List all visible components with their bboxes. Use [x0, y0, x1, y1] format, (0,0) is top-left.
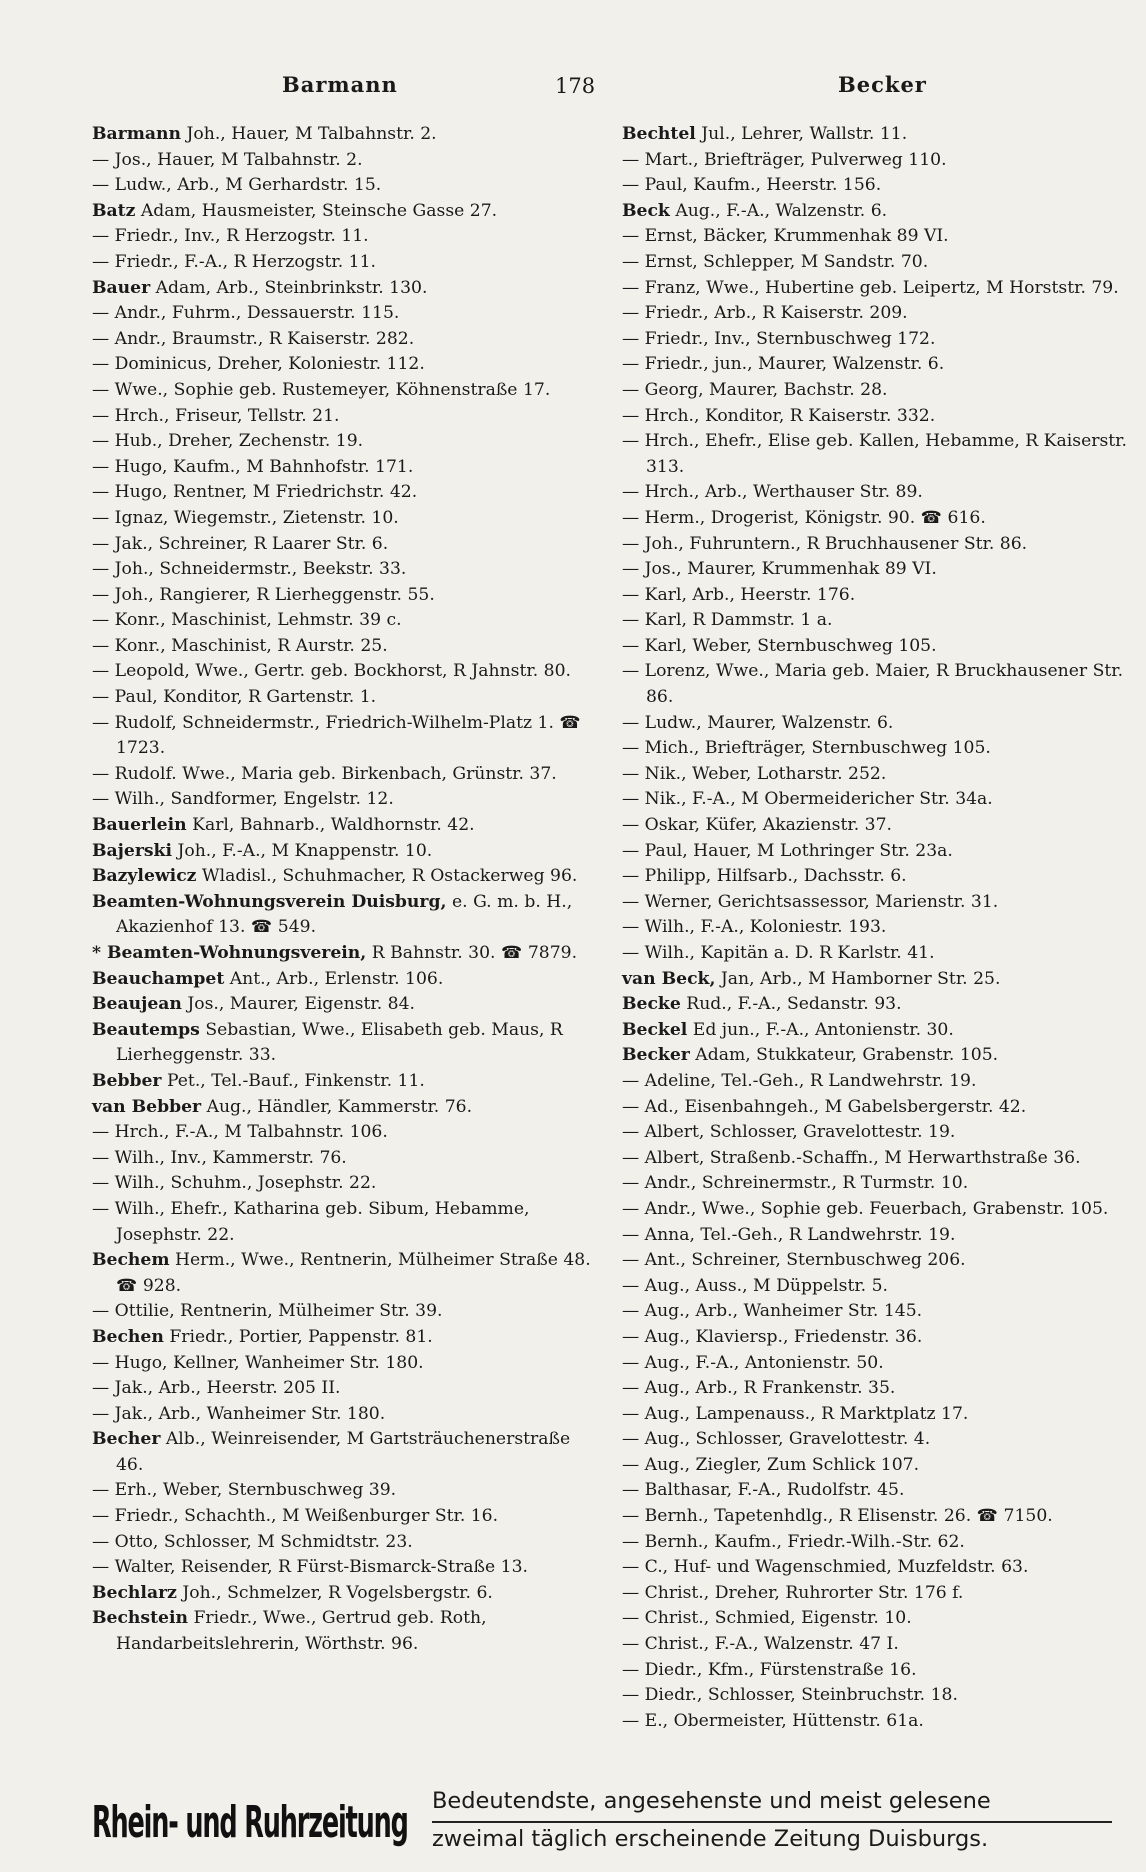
directory-entry	[92, 1120, 592, 1146]
entry-text: Herm., Wwe., Rentnerin, Mülheimer Straße 48. ☎ 928.	[116, 1250, 591, 1296]
directory-entry	[622, 1427, 1137, 1453]
directory-entry	[92, 685, 592, 711]
entry-text: Adam, Stukkateur, Grabenstr. 105.	[695, 1045, 999, 1066]
entry-text: Alb., Weinreisender, M Gartsträuchenerstraße 46.	[116, 1429, 571, 1475]
entry-text: — Hrch., F.-A., M Talbahnstr. 106.	[92, 1122, 388, 1143]
directory-entry	[92, 1018, 592, 1069]
directory-entry	[622, 1146, 1137, 1172]
directory-entry	[622, 327, 1137, 353]
entry-text: — Rudolf. Wwe., Maria geb. Birkenbach, Grünstr. 37.	[92, 763, 557, 784]
entry-surname: Bauerlein	[92, 815, 187, 836]
directory-entry	[622, 1351, 1137, 1377]
directory-entry	[622, 429, 1137, 480]
entry-text: — Christ., Dreher, Ruhrorter Str. 176 f.	[622, 1582, 964, 1603]
directory-entry	[92, 506, 592, 532]
entry-text: — Jak., Arb., Wanheimer Str. 180.	[92, 1403, 386, 1424]
entry-text: — Adeline, Tel.-Geh., R Landwehrstr. 19.	[622, 1070, 977, 1091]
ad-brand: Rhein- und Ruhrzeitung	[92, 1797, 408, 1848]
entry-text: — Dominicus, Dreher, Koloniestr. 112.	[92, 354, 425, 375]
directory-entry	[622, 1402, 1137, 1428]
entry-text: — Wwe., Sophie geb. Rustemeyer, Köhnenstraße 17.	[92, 379, 551, 400]
directory-entry	[92, 1197, 592, 1248]
directory-entry	[92, 122, 592, 148]
directory-entry	[92, 813, 592, 839]
entry-text: — Christ., F.-A., Walzenstr. 47 I.	[622, 1634, 899, 1655]
entry-text: Adam, Hausmeister, Steinsche Gasse 27.	[140, 200, 498, 221]
entry-text: — Joh., Fuhruntern., R Bruchhausener Str. 86.	[622, 533, 1028, 554]
directory-entry	[622, 711, 1137, 737]
page-number: 178	[555, 74, 596, 98]
directory-entry	[92, 378, 592, 404]
entry-text: — Bernh., Kaufm., Friedr.-Wilh.-Str. 62.	[622, 1531, 965, 1552]
directory-entry	[92, 659, 592, 685]
directory-entry	[622, 1120, 1137, 1146]
entry-text: — Hrch., Arb., Werthauser Str. 89.	[622, 482, 923, 503]
directory-entry	[622, 1018, 1137, 1044]
entry-text: — Friedr., Inv., Sternbuschweg 172.	[622, 328, 936, 349]
entry-text: — Karl, Arb., Heerstr. 176.	[622, 584, 856, 605]
entry-text: — Jak., Arb., Heerstr. 205 II.	[92, 1378, 341, 1399]
directory-entry	[622, 1223, 1137, 1249]
entry-text: — Jos., Maurer, Krummenhak 89 VI.	[622, 559, 937, 580]
entry-text: Adam, Arb., Steinbrinkstr. 130.	[155, 277, 428, 298]
directory-entry	[92, 787, 592, 813]
entry-text: — Friedr., jun., Maurer, Walzenstr. 6.	[622, 354, 945, 375]
entry-surname: Becher	[92, 1429, 161, 1450]
directory-entry	[92, 634, 592, 660]
directory-entry	[92, 1351, 592, 1377]
entry-surname: Beaujean	[92, 994, 182, 1015]
directory-entry	[92, 1376, 592, 1402]
entry-surname: Bajerski	[92, 840, 172, 861]
directory-entry	[92, 532, 592, 558]
entry-text: — Nik., Weber, Lotharstr. 252.	[622, 763, 887, 784]
directory-entry	[92, 1095, 592, 1121]
directory-entry	[622, 224, 1137, 250]
entry-text: — Mich., Briefträger, Sternbuschweg 105.	[622, 738, 991, 759]
entry-text: Joh., F.-A., M Knappenstr. 10.	[177, 840, 433, 861]
entry-text: — Bernh., Tapetenhdlg., R Elisenstr. 26. ☎ 7150.	[622, 1506, 1053, 1527]
entry-text: — Aug., Ziegler, Zum Schlick 107.	[622, 1454, 920, 1475]
directory-entry	[92, 429, 592, 455]
directory-entry	[622, 1299, 1137, 1325]
directory-entry	[622, 890, 1137, 916]
entry-text: — Werner, Gerichtsassessor, Marienstr. 31.	[622, 891, 999, 912]
entry-text: Aug., F.-A., Walzenstr. 6.	[675, 200, 888, 221]
entry-text: — Ludw., Maurer, Walzenstr. 6.	[622, 712, 894, 733]
entry-text: — Paul, Hauer, M Lothringer Str. 23a.	[622, 840, 953, 861]
directory-entry	[92, 1299, 592, 1325]
directory-entry	[92, 1427, 592, 1478]
right-column	[622, 122, 1137, 1734]
directory-entry	[92, 839, 592, 865]
entry-surname: Beautemps	[92, 1019, 200, 1040]
directory-entry	[622, 506, 1137, 532]
directory-entry	[622, 813, 1137, 839]
entry-text: — Konr., Maschinist, R Aurstr. 25.	[92, 635, 388, 656]
directory-entry	[622, 378, 1137, 404]
ad-line-1: Bedeutendste, angesehenste und meist gelesene	[432, 1788, 991, 1814]
entry-text: — Hugo, Kaufm., M Bahnhofstr. 171.	[92, 456, 414, 477]
entry-text: — Wilh., F.-A., Koloniestr. 193.	[622, 917, 887, 938]
entry-text: Jan, Arb., M Hamborner Str. 25.	[720, 968, 1001, 989]
entry-text: — Aug., Lampenauss., R Marktplatz 17.	[622, 1403, 969, 1424]
entry-text: — Jos., Hauer, M Talbahnstr. 2.	[92, 149, 363, 170]
entry-text: — Erh., Weber, Sternbuschweg 39.	[92, 1480, 397, 1501]
directory-entry	[622, 915, 1137, 941]
directory-entry	[92, 455, 592, 481]
entry-text: — Karl, R Dammstr. 1 a.	[622, 610, 833, 631]
entry-surname: Bauer	[92, 277, 151, 298]
directory-entry	[622, 762, 1137, 788]
directory-entry	[622, 967, 1137, 993]
entry-text: Wladisl., Schuhmacher, R Ostackerweg 96.	[201, 866, 578, 887]
directory-entry	[622, 634, 1137, 660]
directory-entry	[92, 890, 592, 941]
entry-text: — C., Huf- und Wagenschmied, Muzfeldstr. 63.	[622, 1557, 1029, 1578]
entry-surname: Beauchampet	[92, 968, 225, 989]
directory-entry	[92, 1606, 592, 1657]
entry-text: — Wilh., Kapitän a. D. R Karlstr. 41.	[622, 943, 935, 963]
directory-entry	[92, 711, 592, 762]
entry-text: — Andr., Schreinermstr., R Turmstr. 10.	[622, 1173, 969, 1194]
directory-entry	[622, 1043, 1137, 1069]
entry-text: — Hrch., Friseur, Tellstr. 21.	[92, 405, 340, 426]
entry-surname: Bechem	[92, 1250, 170, 1271]
directory-entry	[92, 583, 592, 609]
directory-entry	[622, 404, 1137, 430]
entry-surname: Bazylewicz	[92, 866, 197, 887]
entry-text: Rud., F.-A., Sedanstr. 93.	[686, 994, 902, 1015]
directory-entry	[622, 148, 1137, 174]
directory-entry	[622, 199, 1137, 225]
directory-entry	[622, 583, 1137, 609]
entry-text: — E., Obermeister, Hüttenstr. 61a.	[622, 1710, 924, 1731]
directory-entry	[622, 608, 1137, 634]
directory-entry	[622, 839, 1137, 865]
directory-entry	[92, 276, 592, 302]
directory-entry	[622, 301, 1137, 327]
entry-text: — Otto, Schlosser, M Schmidtstr. 23.	[92, 1531, 413, 1552]
entry-text: — Andr., Braumstr., R Kaiserstr. 282.	[92, 328, 415, 349]
entry-text: — Friedr., Schachth., M Weißenburger Str. 16.	[92, 1506, 499, 1527]
directory-entry	[92, 224, 592, 250]
entry-text: — Anna, Tel.-Geh., R Landwehrstr. 19.	[622, 1224, 956, 1245]
entry-text: — Ernst, Schlepper, M Sandstr. 70.	[622, 251, 929, 272]
directory-entry	[92, 1530, 592, 1556]
ad-line-2: zweimal täglich erscheinende Zeitung Duisburgs.	[432, 1826, 989, 1852]
entry-surname: van Bebber	[92, 1096, 202, 1117]
directory-entry	[622, 659, 1137, 710]
directory-entry	[622, 250, 1137, 276]
directory-entry	[92, 1171, 592, 1197]
directory-entry	[622, 1325, 1137, 1351]
entry-text: — Christ., Schmied, Eigenstr. 10.	[622, 1608, 912, 1629]
directory-entry	[622, 1197, 1137, 1223]
directory-entry	[622, 1683, 1137, 1709]
entry-text: — Karl, Weber, Sternbuschweg 105.	[622, 635, 937, 656]
directory-entry	[92, 1325, 592, 1351]
directory-entry	[92, 199, 592, 225]
entry-text: — Nik., F.-A., M Obermeidericher Str. 34a.	[622, 789, 993, 810]
directory-entry	[622, 1478, 1137, 1504]
directory-entry	[622, 1453, 1137, 1479]
directory-entry	[92, 250, 592, 276]
directory-entry	[622, 480, 1137, 506]
entry-surname: van Beck,	[622, 968, 716, 989]
entry-text: — Friedr., Inv., R Herzogstr. 11.	[92, 226, 369, 247]
entry-text: — Ludw., Arb., M Gerhardstr. 15.	[92, 175, 382, 196]
directory-entry	[92, 1069, 592, 1095]
entry-surname: Bechtel	[622, 124, 696, 144]
directory-entry	[622, 787, 1137, 813]
entry-text: — Joh., Schneidermstr., Beekstr. 33.	[92, 559, 407, 580]
entry-text: Sebastian, Wwe., Elisabeth geb. Maus, R Lierheggenstr. 33.	[116, 1019, 563, 1066]
entry-text: — Mart., Briefträger, Pulverweg 110.	[622, 149, 947, 170]
directory-entry	[92, 941, 592, 967]
entry-text: — Hugo, Rentner, M Friedrichstr. 42.	[92, 482, 418, 503]
entry-text: — Friedr., Arb., R Kaiserstr. 209.	[622, 303, 908, 324]
entry-text: — Andr., Fuhrm., Dessauerstr. 115.	[92, 303, 400, 324]
entry-text: Friedr., Wwe., Gertrud geb. Roth, Handarbeitslehrerin, Wörthstr. 96.	[116, 1608, 487, 1655]
entry-text: — Aug., Klaviersp., Friedenstr. 36.	[622, 1326, 923, 1347]
entry-text: — Rudolf, Schneidermstr., Friedrich-Wilhelm-Platz 1. ☎ 1723.	[92, 712, 581, 759]
entry-text: — Albert, Schlosser, Gravelottestr. 19.	[622, 1122, 956, 1143]
entry-text: Ant., Arb., Erlenstr. 106.	[229, 968, 444, 989]
entry-text: — Konr., Maschinist, Lehmstr. 39 c.	[92, 610, 402, 631]
entry-surname: Beckel	[622, 1019, 688, 1040]
directory-entry	[92, 327, 592, 353]
entry-text: — Aug., Arb., Wanheimer Str. 145.	[622, 1301, 923, 1322]
entry-text: — Paul, Konditor, R Gartenstr. 1.	[92, 687, 377, 708]
directory-entry	[92, 992, 592, 1018]
directory-entry	[622, 532, 1137, 558]
directory-entry	[622, 1530, 1137, 1556]
directory-entry	[622, 1095, 1137, 1121]
entry-text: — Wilh., Sandformer, Engelstr. 12.	[92, 789, 394, 810]
directory-entry	[92, 557, 592, 583]
directory-entry	[622, 122, 1137, 148]
directory-entry	[92, 1402, 592, 1428]
entry-surname: Barmann	[92, 124, 182, 144]
directory-entry	[92, 1146, 592, 1172]
entry-text: — Walter, Reisender, R Fürst-Bismarck-Straße 13.	[92, 1557, 528, 1578]
directory-entry	[622, 1274, 1137, 1300]
entry-text: — Ant., Schreiner, Sternbuschweg 206.	[622, 1250, 966, 1271]
entry-text: — Albert, Straßenb.-Schaffn., M Herwarthstraße 36.	[622, 1147, 1081, 1168]
entry-surname: * Beamten-Wohnungsverein,	[92, 943, 367, 963]
directory-entry	[622, 557, 1137, 583]
entry-text: — Wilh., Schuhm., Josephstr. 22.	[92, 1173, 377, 1194]
entry-surname: Beamten-Wohnungsverein Duisburg,	[92, 891, 447, 912]
directory-entry	[92, 1504, 592, 1530]
entry-text: — Paul, Kaufm., Heerstr. 156.	[622, 175, 882, 196]
entry-text: — Aug., Schlosser, Gravelottestr. 4.	[622, 1429, 931, 1450]
entry-text: — Georg, Maurer, Bachstr. 28.	[622, 379, 888, 400]
directory-entry	[92, 1555, 592, 1581]
entry-text: e. G. m. b. H., Akazienhof 13. ☎ 549.	[116, 891, 573, 938]
entry-text: — Diedr., Schlosser, Steinbruchstr. 18.	[622, 1685, 958, 1706]
directory-entry	[622, 173, 1137, 199]
directory-entry	[92, 480, 592, 506]
directory-entry	[622, 1248, 1137, 1274]
entry-text: — Wilh., Ehefr., Katharina geb. Sibum, Hebamme, Josephstr. 22.	[92, 1198, 530, 1245]
directory-entry	[622, 941, 1137, 967]
directory-entry	[92, 173, 592, 199]
directory-entry	[92, 608, 592, 634]
entry-text: — Hrch., Ehefr., Elise geb. Kallen, Hebamme, R Kaiserstr. 313.	[622, 431, 1127, 477]
directory-entry	[92, 864, 592, 890]
entry-surname: Beck	[622, 200, 670, 221]
entry-text: — Diedr., Kfm., Fürstenstraße 16.	[622, 1659, 917, 1680]
entry-text: — Jak., Schreiner, R Laarer Str. 6.	[92, 533, 389, 554]
directory-entry	[622, 1606, 1137, 1632]
entry-text: — Franz, Wwe., Hubertine geb. Leipertz, M Horststr. 79.	[622, 277, 1119, 298]
entry-text: — Ad., Eisenbahngeh., M Gabelsbergerstr. 42.	[622, 1096, 1027, 1117]
directory-entry	[92, 148, 592, 174]
entry-text: Karl, Bahnarb., Waldhornstr. 42.	[192, 815, 475, 836]
entry-text: — Ignaz, Wiegemstr., Zietenstr. 10.	[92, 507, 399, 528]
entry-text: — Hub., Dreher, Zechenstr. 19.	[92, 431, 364, 452]
entry-text: — Hrch., Konditor, R Kaiserstr. 332.	[622, 405, 936, 426]
directory-entry	[622, 276, 1137, 302]
entry-surname: Bechen	[92, 1326, 164, 1347]
left-column	[92, 122, 592, 1658]
page-header	[0, 72, 1146, 112]
directory-entry	[622, 864, 1137, 890]
entry-text: — Herm., Drogerist, Königstr. 90. ☎ 616.	[622, 507, 986, 528]
entry-text: — Aug., F.-A., Antonienstr. 50.	[622, 1352, 884, 1373]
entry-text: Joh., Schmelzer, R Vogelsbergstr. 6.	[182, 1582, 493, 1603]
entry-surname: Bebber	[92, 1070, 162, 1091]
directory-entry	[92, 967, 592, 993]
directory-entry	[622, 1658, 1137, 1684]
entry-surname: Becker	[622, 1045, 690, 1066]
ad-divider	[432, 1821, 1112, 1823]
entry-surname: Bechstein	[92, 1608, 188, 1629]
directory-entry	[92, 301, 592, 327]
entry-surname: Bechlarz	[92, 1582, 177, 1603]
directory-entry	[622, 1504, 1137, 1530]
entry-text: — Aug., Auss., M Düppelstr. 5.	[622, 1275, 889, 1296]
entry-text: Jul., Lehrer, Wallstr. 11.	[701, 124, 908, 144]
directory-entry	[622, 736, 1137, 762]
directory-entry	[622, 352, 1137, 378]
directory-entry	[622, 1069, 1137, 1095]
entry-text: — Oskar, Küfer, Akazienstr. 37.	[622, 815, 892, 836]
directory-entry	[92, 762, 592, 788]
directory-entry	[622, 1376, 1137, 1402]
entry-text: — Joh., Rangierer, R Lierheggenstr. 55.	[92, 584, 435, 605]
header-left-keyword: Barmann	[282, 72, 398, 97]
directory-entry	[622, 1171, 1137, 1197]
entry-text: — Aug., Arb., R Frankenstr. 35.	[622, 1378, 896, 1399]
newspaper-advertisement	[92, 1788, 1112, 1860]
directory-entry	[92, 352, 592, 378]
entry-text: — Leopold, Wwe., Gertr. geb. Bockhorst, R Jahnstr. 80.	[92, 661, 571, 682]
directory-entry	[92, 1581, 592, 1607]
directory-entry	[92, 404, 592, 430]
header-right-keyword: Becker	[838, 72, 927, 97]
entry-text: Ed jun., F.-A., Antonienstr. 30.	[692, 1019, 954, 1040]
entry-text: — Wilh., Inv., Kammerstr. 76.	[92, 1147, 347, 1168]
entry-text: — Andr., Wwe., Sophie geb. Feuerbach, Grabenstr. 105.	[622, 1198, 1109, 1219]
entry-text: Pet., Tel.-Bauf., Finkenstr. 11.	[166, 1070, 425, 1091]
directory-entry	[622, 992, 1137, 1018]
entry-text: — Balthasar, F.-A., Rudolfstr. 45.	[622, 1480, 905, 1501]
entry-text: R Bahnstr. 30. ☎ 7879.	[371, 943, 578, 963]
entry-text: Friedr., Portier, Pappenstr. 81.	[169, 1326, 433, 1347]
directory-entry	[622, 1555, 1137, 1581]
entry-text: — Ernst, Bäcker, Krummenhak 89 VI.	[622, 226, 949, 247]
entry-text: Jos., Maurer, Eigenstr. 84.	[187, 994, 415, 1015]
entry-surname: Becke	[622, 994, 681, 1015]
entry-text: Joh., Hauer, M Talbahnstr. 2.	[186, 124, 437, 144]
directory-entry	[622, 1632, 1137, 1658]
directory-entry	[92, 1248, 592, 1299]
entry-text: Aug., Händler, Kammerstr. 76.	[206, 1096, 473, 1117]
entry-text: — Hugo, Kellner, Wanheimer Str. 180.	[92, 1352, 424, 1373]
directory-entry	[92, 1478, 592, 1504]
entry-text: — Lorenz, Wwe., Maria geb. Maier, R Bruckhausener Str. 86.	[622, 661, 1124, 708]
directory-entry	[622, 1581, 1137, 1607]
entry-text: — Philipp, Hilfsarb., Dachsstr. 6.	[622, 866, 907, 887]
entry-text: — Ottilie, Rentnerin, Mülheimer Str. 39.	[92, 1301, 443, 1322]
entry-text: — Friedr., F.-A., R Herzogstr. 11.	[92, 251, 377, 272]
directory-entry	[622, 1709, 1137, 1735]
entry-surname: Batz	[92, 200, 136, 221]
